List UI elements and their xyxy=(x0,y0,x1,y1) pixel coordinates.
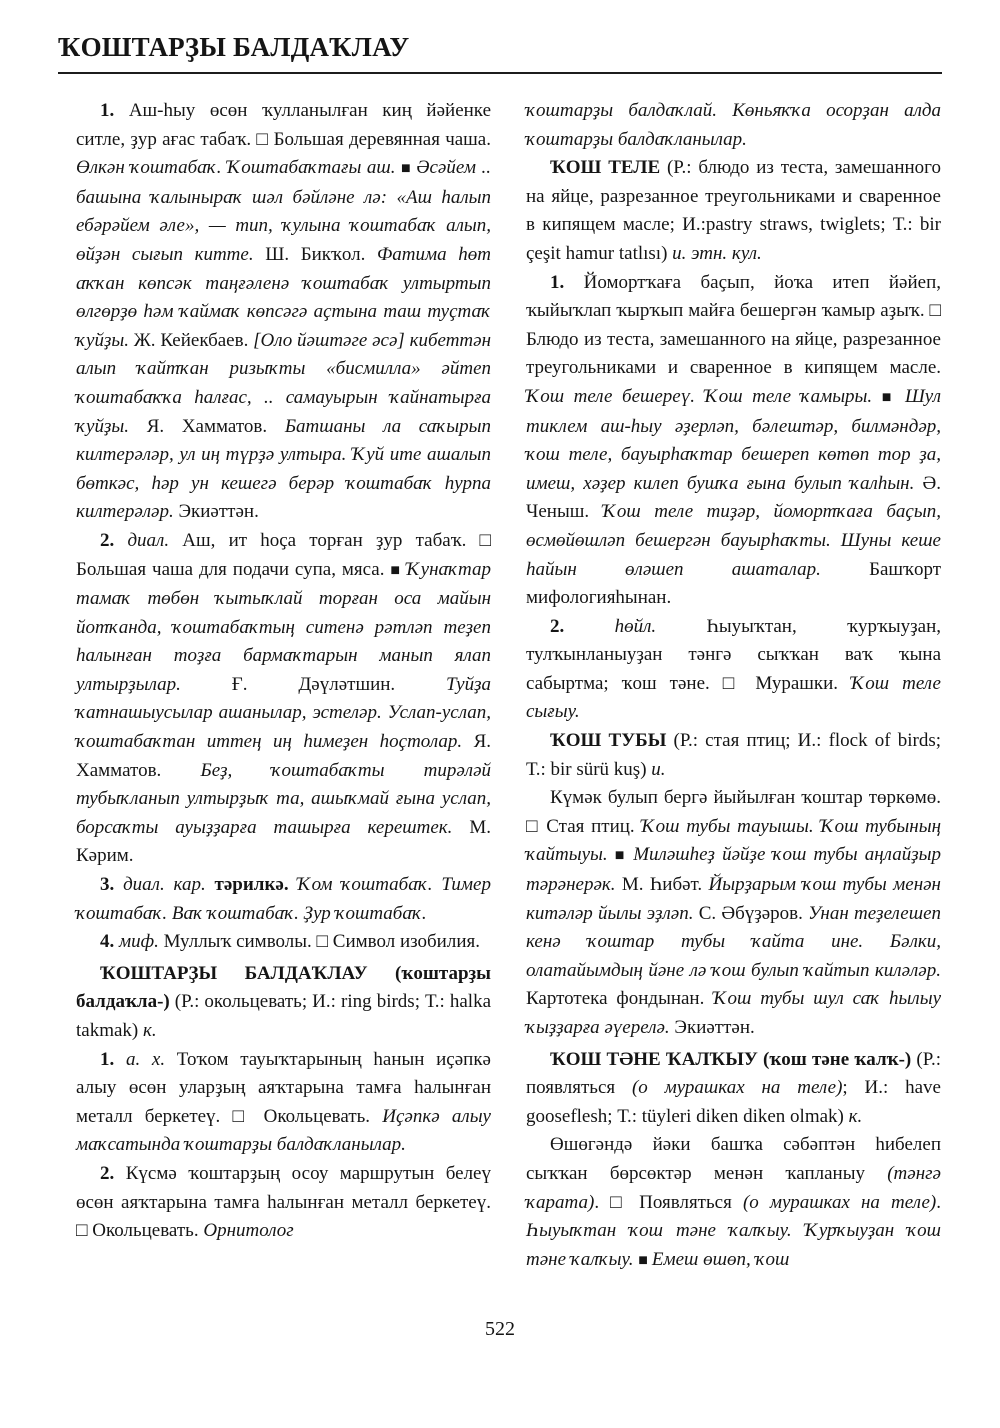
left-column xyxy=(76,97,491,1246)
entry-kosh-tene-kalkyu xyxy=(526,1046,941,1132)
sense-number: 1. xyxy=(550,271,565,293)
quote-text: Шул тиклем аш-һыу әҙерләп, бәлештәр, билмәндәр, ҡош теле, бауырһаҡтар бешереп көтөп тор ҙа, имеш, хәҙер килеп бушҡа ғына булып ҡалһын. xyxy=(526,385,941,494)
quote-author: М. Кәрим. xyxy=(76,816,491,867)
part-of-speech: и. xyxy=(646,758,666,780)
example-text: Ҡом ҡоштабаҡ. Тимер ҡоштабаҡ. Ваҡ ҡоштабаҡ. Ҙур ҡоштабаҡ. xyxy=(76,874,491,924)
example-text: Ҡош теле сығыу. xyxy=(526,672,941,723)
sense-1-paragraph xyxy=(76,1046,491,1160)
usage-label: миф. xyxy=(114,931,159,953)
quote-text: Фатима һөт аҡҡан көпсәк таңғәленә ҡоштабаҡ ултыртып өлгөрҙө һәм ҡаймаҡ көпсәгә аҫтына таш туҫтаҡ ҡуйҙы. xyxy=(76,243,491,351)
header-rule xyxy=(58,72,942,74)
quote-author: Экиәттән. xyxy=(178,501,259,523)
quote-author: М. Һибәт. xyxy=(621,874,709,896)
entry-koshtarzy-baldaklau xyxy=(76,960,491,1046)
sense-number: 2. xyxy=(100,529,115,551)
quote-author: Ж. Кейекбаев. xyxy=(133,329,254,351)
quote-author: Экиәттән. xyxy=(674,1017,755,1038)
sense-number: 2. xyxy=(550,615,565,637)
usage-label: диал. кар. xyxy=(114,874,206,896)
part-of-speech: к. xyxy=(138,1020,157,1041)
quote-author: Я. Хамматов. xyxy=(76,731,491,781)
definition-text: . xyxy=(936,1191,941,1213)
quote-author: Ғ. Дәүләтшин. xyxy=(231,673,447,695)
usage-label: диал. xyxy=(114,529,170,551)
example-text: Орнитолог xyxy=(203,1220,294,1242)
translations: (Р.: появляться xyxy=(526,1048,941,1099)
quote-author: Ш. Бикҡол. xyxy=(265,243,378,265)
part-of-speech: к. xyxy=(843,1105,863,1127)
quote-text: Туйҙа ҡатнашыусылар ашанылар, эстеләр. Услап-услап, ҡоштабаҡтан иттең иң һимеҙен һоҫтолар. xyxy=(76,673,491,753)
quote-text: Беҙ, ҡоштабаҡты тирәләй тубыҡланып ултырҙыҡ та, ашыҡмай ғына услап, борсаҡты ауыҙҙарға ташырға керештек. xyxy=(76,759,492,838)
sense-number: 1. xyxy=(100,100,115,121)
cross-reference: тәрилкә. xyxy=(205,874,289,896)
sense-2-paragraph xyxy=(76,527,491,871)
sense-1-paragraph xyxy=(76,97,491,527)
definition-text: Тоҡом тауыҡтарының һанын иҫәпкә алыу өсөн уларҙың аяҡтарына тамға һалынған металл беркетеү. □ Окольцевать. xyxy=(76,1048,491,1127)
sense-2-paragraph xyxy=(526,613,941,727)
page-number: 522 xyxy=(485,1318,515,1340)
quote-text: Миләшһеҙ йәйҙе ҡош тубы аңлайҙыр тәрәнерәк. xyxy=(526,844,941,896)
translations: (Р.: стая птиц; И.: flock of birds; Т.: bir sürü kuş) xyxy=(526,730,941,780)
quote-author: Ә. Ченыш. xyxy=(526,472,941,523)
example-text: Ҡош теле бешереү. Ҡош теле ҡамыры. xyxy=(526,385,882,407)
quote-text: Емеш өшөп, ҡош xyxy=(651,1248,790,1270)
citation-marker: ■ xyxy=(638,1251,652,1269)
quote-author: Башҡорт мифологияһынан. xyxy=(526,558,941,609)
usage-label: һөйл. xyxy=(564,615,657,637)
citation-marker: ■ xyxy=(614,847,634,865)
sense-3-paragraph xyxy=(76,871,491,928)
definition-paragraph xyxy=(526,784,941,1042)
sense-number: 2. xyxy=(100,1162,115,1184)
quote-author: Я. Хамматов. xyxy=(146,415,285,437)
usage-gloss: (тәнгә ҡарата) xyxy=(526,1162,941,1213)
translation-gloss: (о мурашках на теле) xyxy=(631,1077,843,1099)
entry-kosh-tuby xyxy=(526,727,941,784)
quote-author: С. Әбүҙәров. xyxy=(698,902,809,924)
definition-text: Йомортҡаға баҫып, йоҡа итеп йәйеп, ҡыйыҡлап ҡырҡып майға бешергән ҡамыр аҙыҡ. □ Блюдо из теста, замешанного на яйце, разрезанное треугольниками и сваренное в кипящем масле. xyxy=(526,271,941,379)
headword: ҠОШТАРҘЫ БАЛДАҠЛАУ xyxy=(100,962,368,984)
example-text: ҡоштарҙы балдаҡлай. Көньяҡҡа осорҙан алда ҡоштарҙы балдаҡланылар. xyxy=(526,100,941,150)
quote-text: [Оло йәштәге әсә] кибеттән алып ҡайтҡан ризыҡты «бисмилла» әйтеп ҡоштабаҡҡа һалғас, .. самауырын ҡайнатырға ҡуйҙы. xyxy=(76,329,492,437)
quote-text: Батшаны ла саҡырып килтерәләр, ул иң түрҙә ултыра. Ҡуй ите ашалып бөткәс, һәр ун кешегә берәр ҡоштабаҡ һурпа килтерәләр. xyxy=(76,415,491,523)
translations: (Р.: окольцевать; И.: ring birds; Т.: halka takmak) xyxy=(76,991,491,1041)
part-of-speech: и. этн. кул. xyxy=(667,242,762,264)
usage-label: а. х. xyxy=(114,1048,166,1070)
sense-number: 3. xyxy=(100,874,115,896)
sense-2-paragraph xyxy=(76,1160,491,1246)
quote-author: Картотека фондынан. xyxy=(526,988,714,1010)
quote-text: Әсәйем .. башына ҡалыныраҡ шәл бәйләне лә: «Аш һалып ебәрәйем әле», — тип, ҡулына ҡоштабаҡ алып, өйҙән сығып китте. xyxy=(76,157,491,265)
sense-4-paragraph xyxy=(76,928,491,957)
headword: ҠОШ ТЕЛЕ xyxy=(550,157,661,179)
definition-text: Һыуыҡтан, ҡурҡыуҙан, тулҡынланыуҙан тәнгә сыҡҡан ваҡ ҡына сабыртма; ҡош тәне. □ Мурашки. xyxy=(526,615,941,694)
definition-text: . □ Появляться xyxy=(594,1191,743,1213)
headword: ҠОШ ТУБЫ xyxy=(550,730,667,752)
quote-text: Ҡош тубы шул саҡ һылыу ҡыҙҙарға әүерелә. xyxy=(526,988,941,1038)
definition-text: Күсмә ҡоштарҙың осоу маршрутын белеү өсөн аяҡтарына тамға һалынған металл беркетеү. □ Окольцевать. xyxy=(76,1162,491,1242)
citation-marker: ■ xyxy=(881,388,905,406)
sense-number: 1. xyxy=(100,1048,115,1070)
headword: ҠОШ ТӘНЕ ҠАЛҠЫУ xyxy=(550,1048,758,1070)
quote-text: Ҡунаҡтар тамаҡ төбөн ҡытыҡлай торған оса майын йотҡанда, ҡоштабаҡтың ситенә рәтләп теҙеп һалынған тоҙға бармаҡтарын манып ялап ултырҙылар. xyxy=(76,558,491,695)
usage-gloss: (о мурашках на теле) xyxy=(742,1191,937,1213)
citation-marker: ■ xyxy=(401,160,417,178)
definition-paragraph xyxy=(526,1131,941,1275)
continued-example xyxy=(526,97,941,154)
example-text: Өлкән ҡоштабаҡ. Ҡоштабаҡтағы аш. xyxy=(76,157,402,179)
definition-text: Аш-һыу өсөн ҡулланылған киң йәйенке ситле, ҙур ағас табаҡ. □ Большая деревянная чаша. xyxy=(76,100,491,150)
translations: ; И.: have gooseflesh; Т.: tüyleri diken diken olmak) xyxy=(526,1077,941,1127)
definition-text: Муллыҡ символы. □ Символ изобилия. xyxy=(158,931,480,953)
quote-text: Унан теҙелешеп кенә ҡоштар тубы ҡайта ине. Бәлки, олатайымдың йәне лә ҡош булып ҡайтып киләләр. xyxy=(526,902,941,981)
example-text: Ҡош тубы тауышы. Ҡош тубының ҡайтыуы. xyxy=(526,815,941,866)
running-title: ҠОШТАРҘЫ БАЛДАҠЛАУ xyxy=(58,32,410,62)
quote-text: Йырҙарым ҡош тубы менән китәләр йылы эҙләп. xyxy=(526,874,941,924)
headword-forms: (ҡош тәне ҡалҡ-) xyxy=(757,1048,912,1070)
definition-text: Күмәк булып бергә йыйылған ҡоштар төркөмө. □ Стая птиц. xyxy=(526,787,941,837)
quote-text: Ҡош теле тиҙәр, йомортҡаға баҫып, өсмөйөшләп бешергән бауырһаҡты. Шуны кеше һайын өләшеп ашаталар. xyxy=(526,501,941,580)
example-text: Иҫәпкә алыу маҡсатында ҡоштарҙы балдаҡланылар. xyxy=(76,1105,491,1156)
definition-text: Аш, ит һоҫа торған ҙур табаҡ. □ Большая чаша для подачи супа, мяса. xyxy=(76,529,491,580)
headword-forms: (ҡоштарҙы балдаҡла-) xyxy=(76,962,491,1013)
translations: (Р.: блюдо из теста, замешанного на яйце, разрезанное треугольниками и сваренное в кипящем масле; И.:pastry straws, twiglets; Т.: bir çeşit hamur tatlısı) xyxy=(526,157,941,264)
citation-marker: ■ xyxy=(390,561,407,579)
example-text: Һыуыҡтан ҡош тәне ҡалҡыу. Ҡурҡыуҙан ҡош тәне ҡалҡыу. xyxy=(526,1220,941,1270)
definition-text: Өшөгәндә йәки башҡа сәбәптән һибелеп сыҡҡан бөрсөктәр менән ҡапланыу xyxy=(526,1134,941,1184)
entry-kosh-tele xyxy=(526,154,941,268)
sense-number: 4. xyxy=(100,931,115,953)
right-column xyxy=(526,97,941,1275)
sense-1-paragraph xyxy=(526,269,941,613)
